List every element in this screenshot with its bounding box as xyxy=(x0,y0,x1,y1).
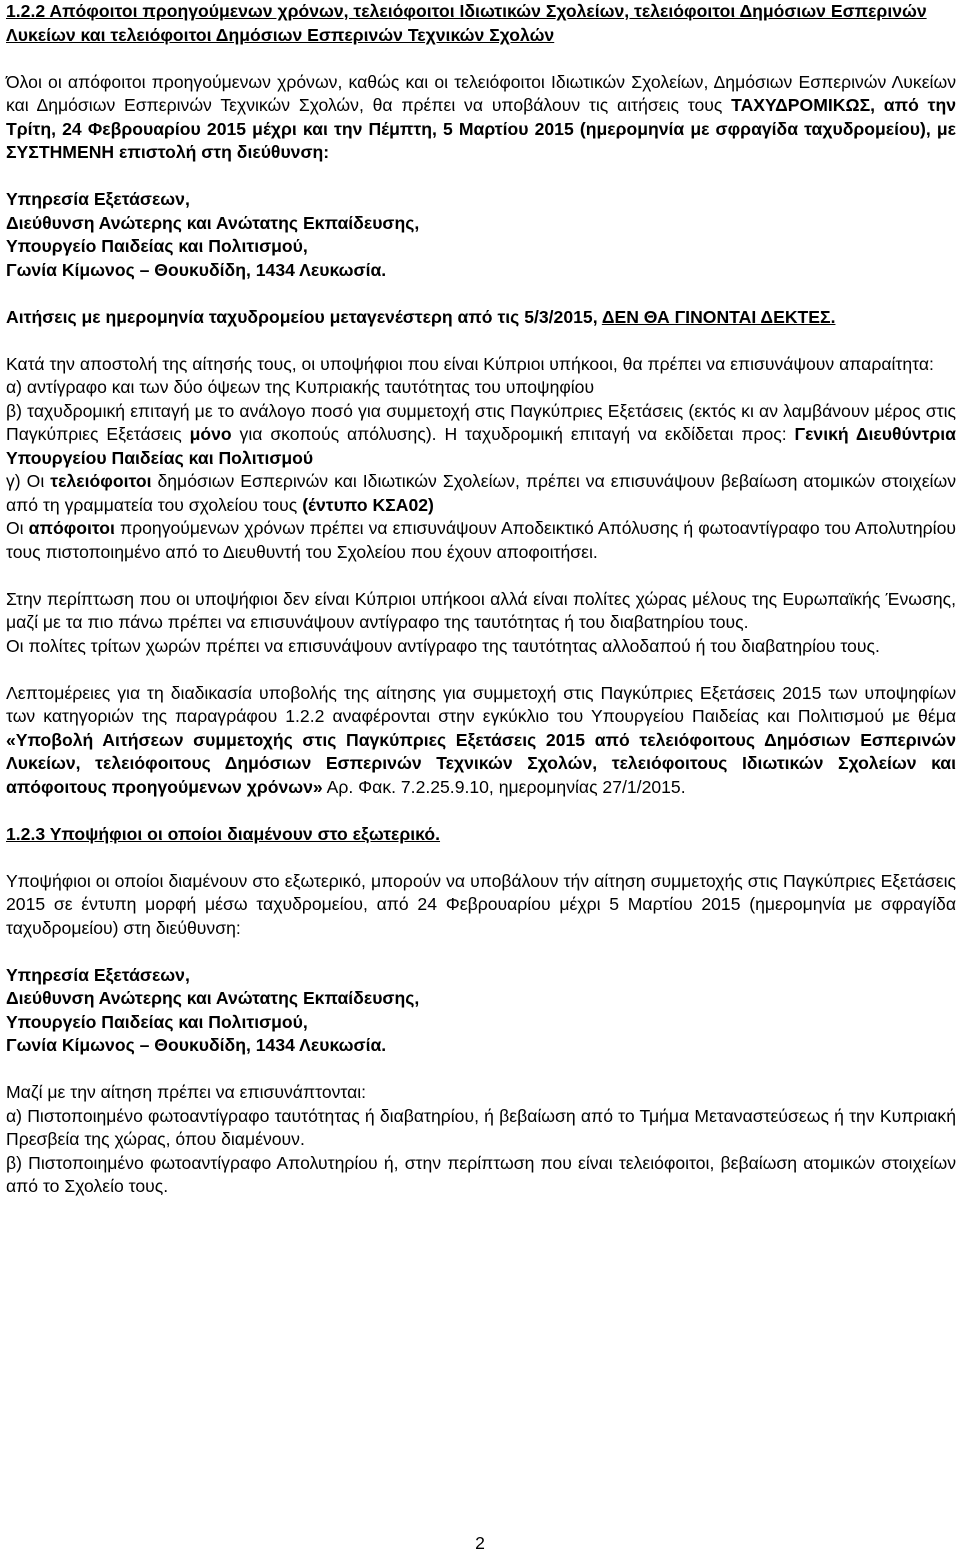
address-line: Διεύθυνση Ανώτερης και Ανώτατης Εκπαίδευσης, xyxy=(6,988,420,1008)
deadline-text: Αιτήσεις με ημερομηνία ταχυδρομείου μεταγενέστερη από τις 5/3/2015, xyxy=(6,306,602,327)
attachment-item-b: β) Πιστοποιημένο φωτοαντίγραφο Απολυτηρίου ή, στην περίπτωση που είναι τελειόφοιτοι, βεβαίωση ατομικών στοιχείων από το Σχολείο τους. xyxy=(6,1152,956,1196)
item-c-text-2: δημόσιων Εσπερινών και Ιδιωτικών Σχολείων, πρέπει να επισυνάψουν βεβαίωση ατομικών στοιχείων από τη γραμματεία του σχολείου τους xyxy=(6,471,956,515)
attachment-item-a: α) Πιστοποιημένο φωτοαντίγραφο ταυτότητας ή διαβατηρίου, ή βεβαίωση από το Τμήμα Μεταναστεύσεως ή την Κυπριακή Πρεσβεία της χώρας, όπου διαμένουν. xyxy=(6,1105,956,1149)
item-b-text-2: για σκοπούς απόλυσης). Η ταχυδρομική επιταγή να εκδίδεται προς: xyxy=(231,424,795,444)
requirements-intro: Κατά την αποστολή της αίτησής τους, οι υποψήφιοι που είναι Κύπριοι υπήκοοι, θα πρέπει να επισυνάψουν απαραίτητα: xyxy=(6,353,934,374)
address-line: Γωνία Κίμωνος – Θουκυδίδη, 1434 Λευκωσία. xyxy=(6,259,387,280)
address-line: Υπηρεσία Εξετάσεων, xyxy=(6,964,190,985)
item-c-text: γ) Οι xyxy=(6,471,51,491)
graduates-text: Οι xyxy=(6,518,29,538)
submission-paragraph xyxy=(6,71,956,165)
address-line: Διεύθυνση Ανώτερης και Ανώτατης Εκπαίδευσης, xyxy=(6,212,420,233)
details-text-2: Αρ. Φακ. 7.2.25.9.10, ημερομηνίας 27/1/2015. xyxy=(322,776,686,797)
address-block-2 xyxy=(6,964,956,1058)
requirement-item-b xyxy=(6,400,956,471)
graduates-emphasis: απόφοιτοι xyxy=(28,518,115,538)
deadline-warning: ΔΕΝ ΘΑ ΓΙΝΟΝΤΑΙ ΔΕΚΤΕΣ. xyxy=(601,306,836,327)
details-paragraph xyxy=(6,682,956,800)
item-b-emphasis: μόνο xyxy=(189,424,232,444)
third-country-paragraph: Οι πολίτες τρίτων χωρών πρέπει να επισυνάψουν αντίγραφο της ταυτότητας αλλοδαπού ή του διαβατηρίου τους. xyxy=(6,635,880,656)
eu-citizens-paragraph: Στην περίπτωση που οι υποψήφιοι δεν είναι Κύπριοι υπήκοοι αλλά είναι πολίτες χώρας μέλους της Ευρωπαϊκής Ένωσης, μαζί με τα πιο πάνω πρέπει να επισυνάψουν αντίγραφο της ταυτότητας ή του διαβατηρίου τους. xyxy=(6,588,956,632)
address-line: Υπουργείο Παιδείας και Πολιτισμού, xyxy=(6,1011,308,1032)
form-code: (έντυπο ΚΣΑ02) xyxy=(302,494,434,515)
money-order-payee: Γενική Διευθύντρια Υπουργείου Παιδείας και Πολιτισμού xyxy=(6,424,956,468)
abroad-paragraph: Υποψήφιοι οι οποίοι διαμένουν στο εξωτερικό, μπορούν να υποβάλουν τήν αίτηση συμμετοχής στις Παγκύπριες Εξετάσεις 2015 σε έντυπη μορφή μέσω ταχυδρομείου, από 24 Φεβρουαρίου μέχρι 5 Μαρτίου 2015 (ημερομηνία με σφραγίδα ταχυδρομείου) στη διεύθυνση: xyxy=(6,870,956,938)
document-body xyxy=(6,0,956,1199)
attachments-intro: Μαζί με την αίτηση πρέπει να επισυνάπτονται: xyxy=(6,1082,367,1102)
submission-dates: ΤΑΧΥΔΡΟΜΙΚΩΣ, από την Τρίτη, 24 Φεβρουαρίου 2015 μέχρι και την Πέμπτη, 5 Μαρτίου 2015 (ημερομηνία με σφραγίδα ταχυδρομείου), με ΣΥΣΤΗΜΕΝΗ επιστολή στη διεύθυνση: xyxy=(6,95,957,162)
requirement-item-a: α) αντίγραφο και των δύο όψεων της Κυπριακής ταυτότητας του υποψηφίου xyxy=(6,377,595,397)
page-number: 2 xyxy=(475,1533,485,1553)
address-line: Υπηρεσία Εξετάσεων, xyxy=(6,189,190,209)
graduates-paragraph xyxy=(6,517,956,564)
section-heading-1-2-2: 1.2.2 Απόφοιτοι προηγούμενων χρόνων, τελειόφοιτοι Ιδιωτικών Σχολείων, τελειόφοιτοι Δημόσιων Εσπερινών Λυκείων και τελειόφοιτοι Δημόσιων Εσπερινών Τεχνικών Σχολών xyxy=(6,1,927,45)
address-line: Γωνία Κίμωνος – Θουκυδίδη, 1434 Λευκωσία. xyxy=(6,1035,387,1055)
requirement-item-c xyxy=(6,470,956,517)
address-line: Υπουργείο Παιδείας και Πολιτισμού, xyxy=(6,236,308,256)
deadline-paragraph xyxy=(6,306,956,330)
address-block-1 xyxy=(6,188,956,282)
section-heading-1-2-3: 1.2.3 Υποψήφιοι οι οποίοι διαμένουν στο εξωτερικό. xyxy=(6,823,441,844)
submission-text: Όλοι οι απόφοιτοι προηγούμενων χρόνων, καθώς και οι τελειόφοιτοι Ιδιωτικών Σχολείων, Δημόσιων Εσπερινών Λυκείων και Δημόσιων Εσπερινών Τεχνικών Σχολών, θα πρέπει να υποβάλουν τις αιτήσεις τους xyxy=(6,71,956,115)
item-b-text: β) ταχυδρομική επιταγή με το ανάλογο ποσό για συμμετοχή στις Παγκύπριες Εξετάσεις (εκτός κι αν λαμβάνουν μέρος στις Παγκύπριες Εξετάσεις xyxy=(6,400,956,444)
details-text: Λεπτομέρειες για τη διαδικασία υποβολής της αίτησης για συμμετοχή στις Παγκύπριες Εξετάσεις 2015 των υποψηφίων των κατηγοριών της παραγράφου 1.2.2 αναφέρονται στην εγκύκλιο του Υπουργείου Παιδείας και Πολιτισμού με θέμα xyxy=(6,682,956,726)
circular-title: «Υποβολή Αιτήσεων συμμετοχής στις Παγκύπριες Εξετάσεις 2015 από τελειόφοιτους Δημόσιων Εσπερινών Λυκείων, τελειόφοιτους Δημόσιων Εσπερινών Τεχνικών Σχολών, τελειόφοιτους Ιδιωτικών Σχολείων και απόφοιτους προηγούμενων χρόνων» xyxy=(6,729,956,797)
graduates-text-2: προηγούμενων χρόνων πρέπει να επισυνάψουν Αποδεικτικό Απόλυσης ή φωτοαντίγραφο του Απολυτηρίου τους πιστοποιημένο από το Διευθυντή του Σχολείου που έχουν αποφοιτήσει. xyxy=(6,518,956,562)
item-c-emphasis: τελειόφοιτοι xyxy=(50,471,152,491)
